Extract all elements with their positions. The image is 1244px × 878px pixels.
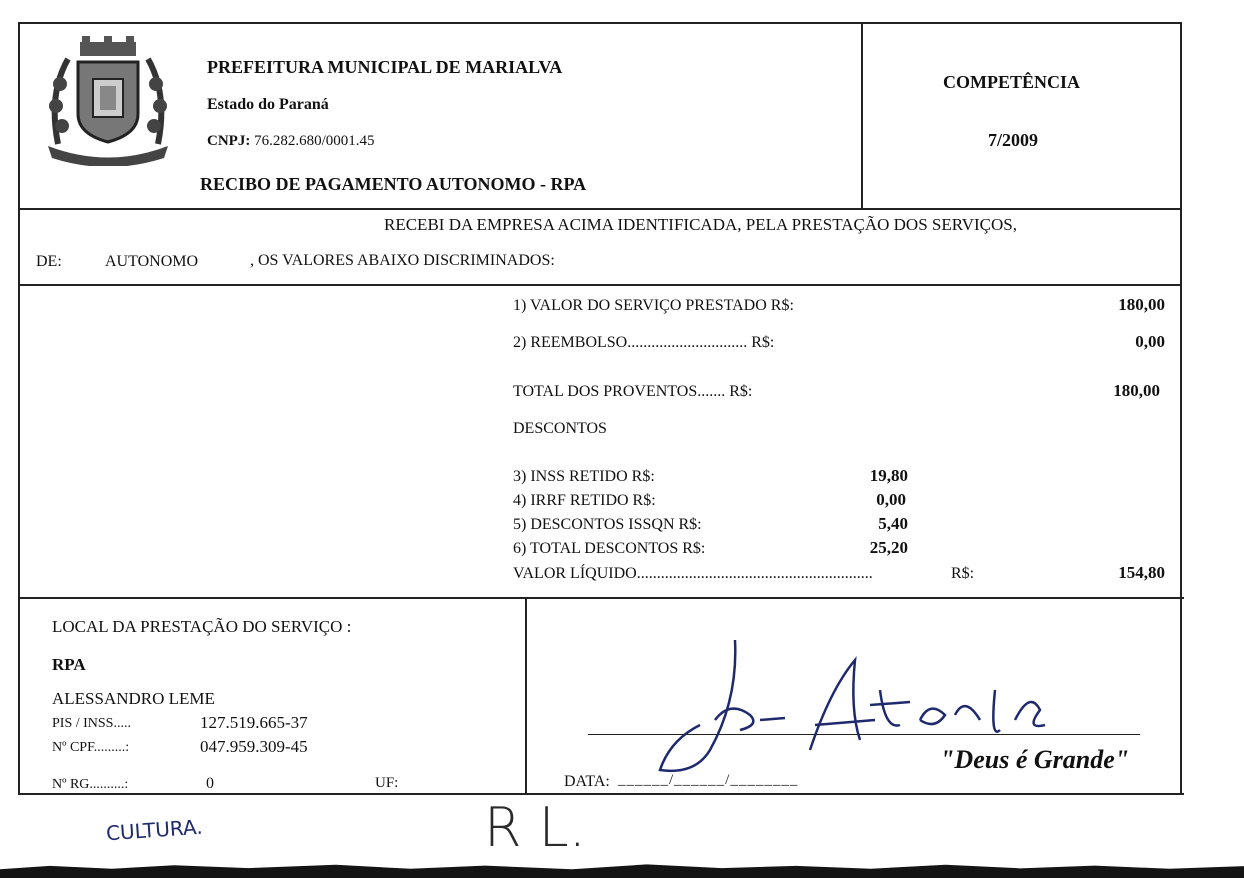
rule-lower-top <box>18 597 1184 599</box>
liquido-label: VALOR LÍQUIDO........................................................... <box>513 565 873 582</box>
liquido-value: 154,80 <box>1118 563 1165 582</box>
rule-bottom <box>18 793 1184 795</box>
local-value: RPA <box>52 655 86 674</box>
uf-label: UF: <box>375 775 399 791</box>
reembolso-value: 0,00 <box>1135 332 1165 351</box>
left-edge <box>18 208 20 795</box>
intro-line-2: , OS VALORES ABAIXO DISCRIMINADOS: <box>250 252 555 269</box>
issqn-label: 5) DESCONTOS ISSQN R$: <box>513 516 702 533</box>
total-descontos-value: 25,20 <box>869 538 908 557</box>
issqn-value: 5,40 <box>878 514 908 533</box>
cpf-value: 047.959.309-45 <box>200 737 308 756</box>
data-blanks: ______/______/________ <box>618 772 799 788</box>
total-proventos-value: 180,00 <box>1113 381 1160 400</box>
worker-name: ALESSANDRO LEME <box>52 689 215 708</box>
intro-de-value: AUTONOMO <box>105 253 199 270</box>
reembolso-label: 2) REEMBOLSO.............................. R$: <box>513 334 775 351</box>
competencia-label: COMPETÊNCIA <box>943 72 1081 92</box>
cpf-label: Nº CPF.........: <box>52 740 130 755</box>
rule-top <box>18 208 1182 210</box>
cnpj <box>207 133 375 150</box>
intro-line-1: RECEBI DA EMPRESA ACIMA IDENTIFICADA, PELA PRESTAÇÃO DOS SERVIÇOS, <box>384 215 1017 234</box>
data-label: DATA: <box>564 773 610 790</box>
servico-label: 1) VALOR DO SERVIÇO PRESTADO R$: <box>513 297 794 314</box>
total-descontos-label: 6) TOTAL DESCONTOS R$: <box>513 540 706 557</box>
total-proventos-label: TOTAL DOS PROVENTOS....... R$: <box>513 383 753 400</box>
torn-paper-edge <box>0 856 1244 878</box>
cnpj-value: 76.282.680/0001.45 <box>254 133 375 149</box>
handwritten-note-cultura: CULTURA. <box>105 814 204 846</box>
liquido-currency: R$: <box>951 565 975 582</box>
irrf-label: 4) IRRF RETIDO R$: <box>513 492 656 509</box>
handwritten-initials: R L. <box>484 796 586 859</box>
pis-value: 127.519.665-37 <box>200 713 308 732</box>
coat-of-arms-icon <box>38 34 178 166</box>
org-name: PREFEITURA MUNICIPAL DE MARIALVA <box>207 57 563 77</box>
irrf-value: 0,00 <box>876 490 906 509</box>
document-title: RECIBO DE PAGAMENTO AUTONOMO - RPA <box>200 174 587 194</box>
descontos-label: DESCONTOS <box>513 420 607 437</box>
right-edge <box>1180 208 1182 795</box>
pis-label: PIS / INSS..... <box>52 716 131 731</box>
competencia-value: 7/2009 <box>988 130 1039 150</box>
stamp-deus-e-grande: "Deus é Grande" <box>940 745 1130 774</box>
lower-divider <box>525 597 527 795</box>
state-name: Estado do Paraná <box>207 96 329 113</box>
rg-value: 0 <box>206 775 214 792</box>
header-divider <box>861 22 863 208</box>
inss-value: 19,80 <box>869 466 908 485</box>
intro-de-label: DE: <box>36 253 62 270</box>
local-label: LOCAL DA PRESTAÇÃO DO SERVIÇO : <box>52 617 352 636</box>
rg-label: Nº RG..........: <box>52 777 129 792</box>
inss-label: 3) INSS RETIDO R$: <box>513 468 655 485</box>
cnpj-label: CNPJ: <box>207 133 251 149</box>
rule-values-top <box>18 284 1182 286</box>
servico-value: 180,00 <box>1118 295 1165 314</box>
header-box <box>18 22 1182 210</box>
